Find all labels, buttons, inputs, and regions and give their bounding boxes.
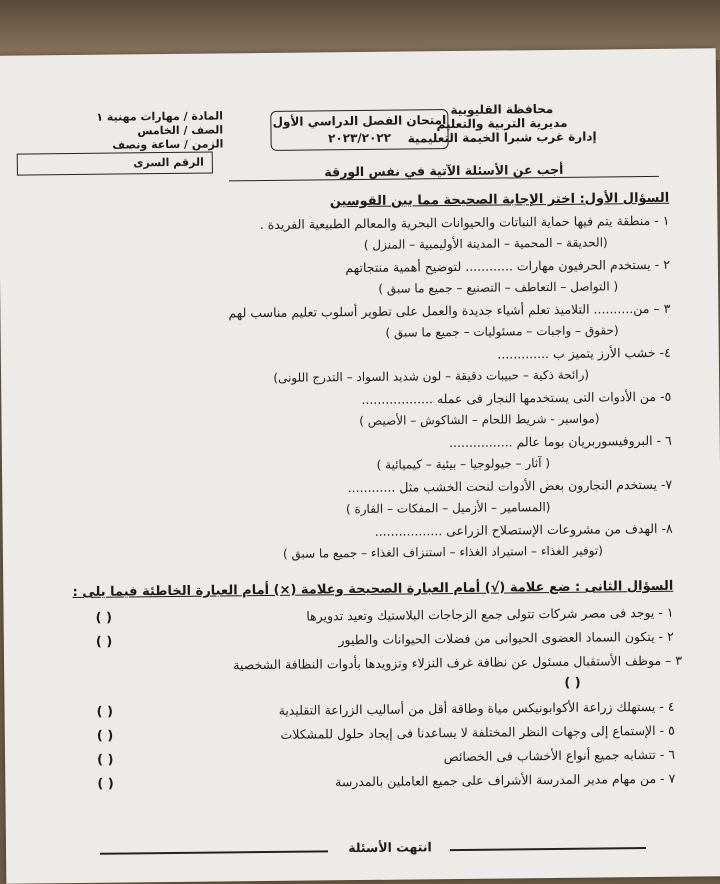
footer [100,837,646,863]
q1-item: ٥- من الأدوات التى يستخدمها النجار فى عمله .................. [361,388,672,407]
question-1-title: السؤال الأول: اختر الإجابة الصحيحة مما بين القوسين [329,190,670,210]
q1-options: (حقوق – واجبات – مسئوليات – جميع ما سبق ) [385,323,619,340]
q1-item: ٣ – من.......... التلاميذ تعلم أشياء جديدة والعمل على تطوير أسلوب تعليم مناسب لهم [228,300,671,321]
q2-item: ٥ - الإستماع إلى وجهات النظر المختلفة لا يساعدنا فى إيجاد حلول للمشكلات [280,722,675,742]
q2-item: ٤ - يستهلك زراعة الأكوابونيكس مياة وطاقة أقل من أساليب الزراعة التقليدية [278,698,675,718]
question-2-title: السؤال الثانى : ضع علامة (√) أمام العبارة الصحيحة وعلامة (×) أمام العبارة الخاطئة فيما يلى : [72,578,674,601]
header-subject [96,109,223,152]
footer-rule-left [100,850,328,854]
seat-number-box[interactable]: الرقم السرى [17,152,213,176]
exam-year: ٢٠٢٣/٢٠٢٢ [327,130,392,146]
q1-item: ٤- خشب الأرز يتميز ب ............. [497,344,671,362]
footer-rule-right [450,847,646,851]
answer-mark-box[interactable]: ( ) [95,634,113,650]
answer-mark-box[interactable]: ( ) [97,776,114,792]
exam-paper [0,48,720,883]
end-of-questions: انتهت الأسئلة [348,839,432,856]
header-governorate-line: محافظة القليوبية [450,101,554,118]
exam-title-box [270,109,448,151]
q1-options: (رائحة ذكية – حبيبات دقيقة – لون شديد السواد – التدرج اللونى) [273,367,590,385]
q2-item: ٢ - يتكون السماد العضوى الحيوانى من فضلات الحيوانات والطيور [338,628,674,648]
exam-title: امتحان الفصل الدراسي الأول [272,113,447,129]
q1-item: ٦ - البروفيسوربريان بوما عالم ................ [448,432,672,451]
answer-mark-box[interactable]: ( ) [96,728,114,744]
q2-item: ١ - يوجد فى مصر شركات تتولى جمع الزجاجات البلاستيك وتعيد تدويرها [306,604,674,624]
q2-item: ٦ - تتشابه جميع أنواع الأخشاب فى الخصائص [443,746,676,765]
time-line: الزمن / ساعة ونصف [112,137,224,152]
grade-line: الصف / الخامس [137,123,224,138]
subject-line: المادة / مهارات مهنية ١ [96,109,224,124]
instructions: أجب عن الأسئلة الآتية في نفس الورقة [229,161,659,182]
answer-mark-box[interactable]: ( ) [96,704,114,720]
header-administration-line: إدارة غرب شبرا الخيمة التعليمية [407,129,597,146]
q1-item: ٢ - يستخدم الحرفيون مهارات ............ لتوضيح أهمية منتجاتهم [345,256,670,276]
q1-options: (المسامير – الأزميل – المفكات – الفارة ) [345,500,551,517]
q2-item: ٧ - من مهام مدير المدرسة الأشراف على جميع العاملين بالمدرسة [334,770,676,790]
q1-item: ١ - منطقة يتم فيها حماية النباتات والحيوانات البحرية والمعالم الطبيعية الفريدة . [259,212,670,233]
q1-options: (الحديقة – المحمية – المدينة الأوليمبية – المنزل ) [363,235,608,252]
q1-options: (مواسير - شريط اللحام – الشاكوش – الأصيص ) [359,411,600,429]
q1-options: ( التواصل – التعاطف – التصنيع – جميع ما سبق ) [378,279,619,296]
q1-item: ٨- الهدف من مشروعات الإستصلاح الزراعى ................. [374,520,673,539]
answer-mark-box[interactable]: ( ) [564,675,581,691]
answer-mark-box[interactable]: ( ) [95,610,113,626]
header-directorate-line: مديرية التربية والتعليم [436,115,568,132]
q1-options: ( آثار – جيولوجيا – بيئية – كيميائية ) [376,456,551,472]
q1-item: ٧- يستخدم النجارون بعض الأدوات لنحت الخشب مثل ............ [347,476,673,496]
answer-mark-box[interactable]: ( ) [96,752,114,768]
q1-options: (توفير الغذاء – استيراد الغذاء – استنزاف الغذاء – جميع ما سبق ) [282,543,603,561]
q2-item: ٣ – موظف الأستقبال مسئول عن نظافة غرف النزلاء وتزويدها بأدوات النظافة الشخصية [233,652,683,673]
